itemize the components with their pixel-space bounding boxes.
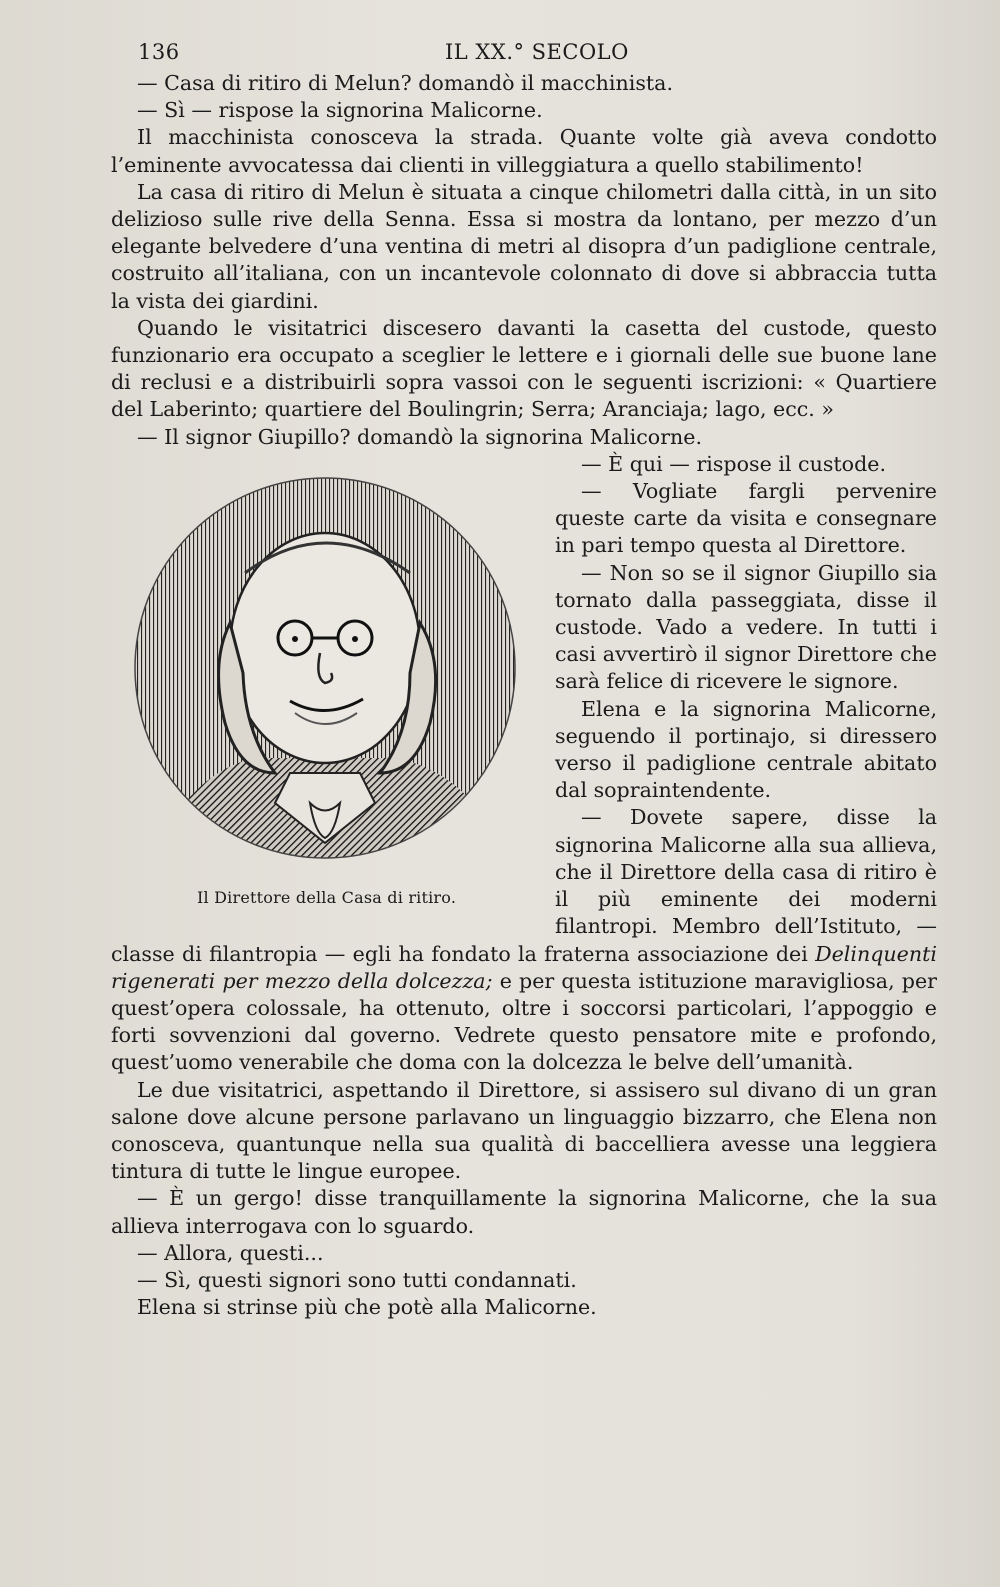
italic-title: Delinquenti rigenerati per mezzo della dolcezza; — [111, 941, 937, 993]
text-run: — Dovete sapere, disse la signorina Malicorne alla sua allieva, che il Direttore della casa di ritiro è il più eminente dei moderni filantropi. Membro dell’Istituto, — classe di filantropia — egli ha fondato la fraterna associazione dei — [111, 805, 937, 966]
figure-caption: Il Direttore della Casa di ritiro. — [197, 887, 457, 907]
paragraph: Le due visitatrici, aspettando il Direttore, si assisero sul divano di un gran salone dove alcune persone parlavano un linguaggio bizzarro, che Elena non conosceva, quantunque nella sua qualità di baccelliera avesse una leggiera tintura di tutte le lingue europee. — [111, 1077, 937, 1184]
paragraph: — Sì, questi signori sono tutti condannati. — [137, 1267, 577, 1292]
paragraph: — Non so se il signor Giupillo sia tornato dalla passeggiata, disse il custode. Vado a vedere. In tutti i casi avvertirò il signor Direttore che sarà felice di ricevere le signore. — [555, 560, 937, 694]
paragraph: La casa di ritiro di Melun è situata a cinque chilometri dalla città, in un sito delizioso sulle rive della Senna. Essa si mostra da lontano, per mezzo d’un elegante belvedere d’una ventina di metri al disopra d’un padiglione centrale, costruito all’italiana, con un incantevole colonnato di dove si abbraccia tutta la vista dei giardini. — [111, 179, 937, 313]
paragraph: — Casa di ritiro di Melun? domandò il macchinista. — [137, 71, 673, 95]
paragraph: Il macchinista conosceva la strada. Quante volte già aveva condotto l’eminente avvocatessa dai clienti in villeggiatura a quello stabilimento! — [111, 125, 937, 177]
page-number: 136 — [138, 40, 180, 64]
paragraph: — Vogliate fargli pervenire queste carte da visita e consegnare in pari tempo questa al Direttore. — [555, 479, 937, 558]
paragraph: — Allora, questi... — [137, 1240, 324, 1265]
paragraph: — È un gergo! disse tranquillamente la signorina Malicorne, che la sua allieva interrogava con lo sguardo. — [111, 1186, 937, 1238]
text-run: e per questa istituzione maravigliosa, per quest’opera colossale, ha ottenuto, oltre i soccorsi particolari, l’appoggio e forti sovvenzioni dal governo. Vedrete questo pensatore mite e profondo, quest’uomo venerabile che doma con la dolcezza le belve dell’umanità. — [111, 968, 937, 1075]
paragraph: — Il signor Giupillo? domandò la signorina Malicorne. — [137, 424, 703, 449]
paragraph: Elena e la signorina Malicorne, seguendo il portinajo, si diressero verso il padiglione centrale abitato dal sopraintendente. — [555, 696, 937, 803]
portrait-illustration — [111, 451, 551, 929]
running-header — [138, 40, 838, 70]
paragraph: Quando le visitatrici discesero davanti la casetta del custode, questo funzionario era occupato a sceglier le lettere e i giornali delle sue buone lane di reclusi e a distribuirli sopra vassoi con le seguenti iscrizioni: « Quartiere del Laberinto; quartiere del Boulingrin; Serra; Aranciaja; lago, ecc. » — [111, 315, 937, 422]
paragraph: — Sì — rispose la signorina Malicorne. — [137, 98, 543, 123]
paragraph: Elena si strinse più che potè alla Malicorne. — [137, 1295, 597, 1320]
text-body — [111, 70, 937, 1321]
paragraph: — È qui — rispose il custode. — [581, 451, 886, 476]
portrait-engraving — [125, 473, 525, 873]
running-title: IL XX.° SECOLO — [445, 40, 629, 64]
